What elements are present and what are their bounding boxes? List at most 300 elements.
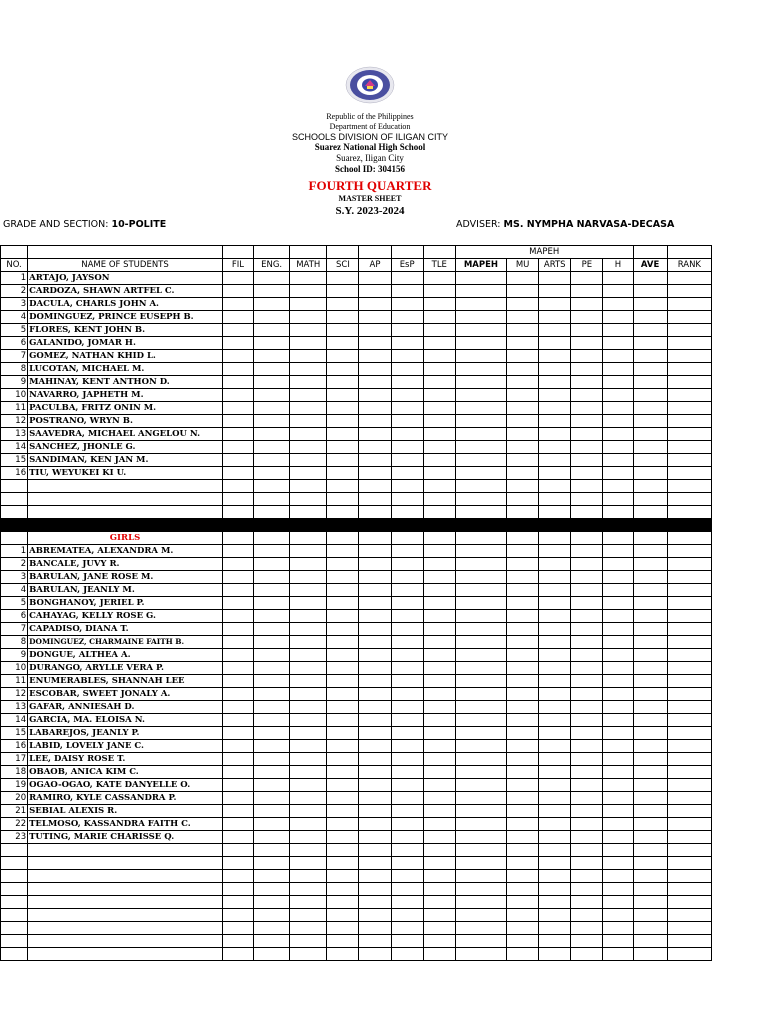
grade-cell[interactable]	[254, 506, 290, 519]
grade-cell[interactable]	[222, 532, 253, 545]
grade-cell[interactable]	[391, 545, 423, 558]
grade-cell[interactable]	[667, 740, 711, 753]
grade-cell[interactable]	[667, 558, 711, 571]
grade-cell[interactable]	[507, 818, 539, 831]
grade-cell[interactable]	[222, 428, 253, 441]
grade-cell[interactable]	[571, 532, 603, 545]
grade-cell[interactable]	[327, 935, 359, 948]
grade-cell[interactable]	[327, 467, 359, 480]
grade-cell[interactable]	[423, 935, 455, 948]
grade-cell[interactable]	[507, 792, 539, 805]
grade-cell[interactable]	[254, 909, 290, 922]
grade-cell[interactable]	[222, 948, 253, 961]
grade-cell[interactable]	[254, 870, 290, 883]
grade-cell[interactable]	[423, 818, 455, 831]
grade-cell[interactable]	[222, 558, 253, 571]
grade-cell[interactable]	[507, 948, 539, 961]
grade-cell[interactable]	[539, 948, 571, 961]
grade-cell[interactable]	[222, 740, 253, 753]
grade-cell[interactable]	[327, 701, 359, 714]
grade-cell[interactable]	[667, 337, 711, 350]
grade-cell[interactable]	[455, 740, 506, 753]
grade-cell[interactable]	[667, 922, 711, 935]
grade-cell[interactable]	[667, 818, 711, 831]
grade-cell[interactable]	[290, 480, 327, 493]
grade-cell[interactable]	[423, 571, 455, 584]
grade-cell[interactable]	[327, 610, 359, 623]
grade-cell[interactable]	[359, 402, 391, 415]
grade-cell[interactable]	[327, 818, 359, 831]
grade-cell[interactable]	[539, 558, 571, 571]
grade-cell[interactable]	[507, 649, 539, 662]
grade-cell[interactable]	[571, 324, 603, 337]
grade-cell[interactable]	[507, 844, 539, 857]
grade-cell[interactable]	[327, 389, 359, 402]
grade-cell[interactable]	[571, 740, 603, 753]
grade-cell[interactable]	[507, 584, 539, 597]
grade-cell[interactable]	[391, 376, 423, 389]
grade-cell[interactable]	[391, 662, 423, 675]
grade-cell[interactable]	[423, 415, 455, 428]
grade-cell[interactable]	[290, 870, 327, 883]
grade-cell[interactable]	[222, 675, 253, 688]
grade-cell[interactable]	[391, 857, 423, 870]
grade-cell[interactable]	[423, 675, 455, 688]
grade-cell[interactable]	[455, 350, 506, 363]
grade-cell[interactable]	[391, 467, 423, 480]
grade-cell[interactable]	[254, 376, 290, 389]
grade-cell[interactable]	[571, 909, 603, 922]
grade-cell[interactable]	[254, 545, 290, 558]
grade-cell[interactable]	[290, 792, 327, 805]
grade-cell[interactable]	[391, 480, 423, 493]
grade-cell[interactable]	[507, 857, 539, 870]
grade-cell[interactable]	[455, 610, 506, 623]
grade-cell[interactable]	[254, 623, 290, 636]
grade-cell[interactable]	[539, 870, 571, 883]
grade-cell[interactable]	[571, 831, 603, 844]
grade-cell[interactable]	[359, 948, 391, 961]
grade-cell[interactable]	[633, 597, 667, 610]
grade-cell[interactable]	[391, 324, 423, 337]
grade-cell[interactable]	[603, 779, 633, 792]
grade-cell[interactable]	[571, 363, 603, 376]
grade-cell[interactable]	[667, 324, 711, 337]
grade-cell[interactable]	[539, 701, 571, 714]
grade-cell[interactable]	[423, 584, 455, 597]
grade-cell[interactable]	[254, 844, 290, 857]
grade-cell[interactable]	[222, 311, 253, 324]
grade-cell[interactable]	[507, 714, 539, 727]
grade-cell[interactable]	[254, 675, 290, 688]
grade-cell[interactable]	[603, 441, 633, 454]
grade-cell[interactable]	[539, 636, 571, 649]
grade-cell[interactable]	[539, 493, 571, 506]
grade-cell[interactable]	[539, 337, 571, 350]
grade-cell[interactable]	[391, 688, 423, 701]
grade-cell[interactable]	[455, 506, 506, 519]
grade-cell[interactable]	[423, 636, 455, 649]
grade-cell[interactable]	[327, 402, 359, 415]
grade-cell[interactable]	[539, 285, 571, 298]
grade-cell[interactable]	[222, 792, 253, 805]
grade-cell[interactable]	[455, 649, 506, 662]
grade-cell[interactable]	[539, 805, 571, 818]
grade-cell[interactable]	[571, 883, 603, 896]
grade-cell[interactable]	[290, 571, 327, 584]
grade-cell[interactable]	[455, 714, 506, 727]
grade-cell[interactable]	[667, 662, 711, 675]
grade-cell[interactable]	[603, 844, 633, 857]
grade-cell[interactable]	[507, 402, 539, 415]
grade-cell[interactable]	[455, 402, 506, 415]
grade-cell[interactable]	[290, 389, 327, 402]
grade-cell[interactable]	[359, 753, 391, 766]
grade-cell[interactable]	[290, 818, 327, 831]
grade-cell[interactable]	[633, 558, 667, 571]
grade-cell[interactable]	[455, 701, 506, 714]
grade-cell[interactable]	[571, 285, 603, 298]
grade-cell[interactable]	[359, 714, 391, 727]
grade-cell[interactable]	[507, 740, 539, 753]
grade-cell[interactable]	[391, 597, 423, 610]
grade-cell[interactable]	[633, 714, 667, 727]
grade-cell[interactable]	[290, 766, 327, 779]
grade-cell[interactable]	[359, 363, 391, 376]
grade-cell[interactable]	[222, 831, 253, 844]
grade-cell[interactable]	[455, 883, 506, 896]
grade-cell[interactable]	[667, 298, 711, 311]
grade-cell[interactable]	[222, 597, 253, 610]
grade-cell[interactable]	[359, 701, 391, 714]
grade-cell[interactable]	[667, 415, 711, 428]
grade-cell[interactable]	[254, 389, 290, 402]
grade-cell[interactable]	[359, 870, 391, 883]
grade-cell[interactable]	[507, 337, 539, 350]
grade-cell[interactable]	[455, 493, 506, 506]
grade-cell[interactable]	[222, 844, 253, 857]
grade-cell[interactable]	[571, 454, 603, 467]
grade-cell[interactable]	[667, 649, 711, 662]
grade-cell[interactable]	[423, 480, 455, 493]
grade-cell[interactable]	[391, 428, 423, 441]
grade-cell[interactable]	[359, 493, 391, 506]
grade-cell[interactable]	[254, 428, 290, 441]
grade-cell[interactable]	[603, 909, 633, 922]
grade-cell[interactable]	[423, 948, 455, 961]
grade-cell[interactable]	[633, 727, 667, 740]
grade-cell[interactable]	[507, 909, 539, 922]
grade-cell[interactable]	[603, 311, 633, 324]
grade-cell[interactable]	[290, 909, 327, 922]
grade-cell[interactable]	[603, 610, 633, 623]
grade-cell[interactable]	[290, 298, 327, 311]
grade-cell[interactable]	[603, 688, 633, 701]
grade-cell[interactable]	[603, 324, 633, 337]
grade-cell[interactable]	[455, 376, 506, 389]
grade-cell[interactable]	[603, 597, 633, 610]
grade-cell[interactable]	[327, 285, 359, 298]
grade-cell[interactable]	[507, 272, 539, 285]
grade-cell[interactable]	[667, 636, 711, 649]
grade-cell[interactable]	[539, 792, 571, 805]
grade-cell[interactable]	[603, 298, 633, 311]
grade-cell[interactable]	[423, 389, 455, 402]
grade-cell[interactable]	[507, 428, 539, 441]
grade-cell[interactable]	[667, 363, 711, 376]
grade-cell[interactable]	[391, 870, 423, 883]
grade-cell[interactable]	[359, 662, 391, 675]
grade-cell[interactable]	[222, 870, 253, 883]
grade-cell[interactable]	[391, 740, 423, 753]
grade-cell[interactable]	[507, 870, 539, 883]
grade-cell[interactable]	[667, 701, 711, 714]
grade-cell[interactable]	[571, 935, 603, 948]
grade-cell[interactable]	[359, 337, 391, 350]
grade-cell[interactable]	[327, 948, 359, 961]
grade-cell[interactable]	[507, 779, 539, 792]
grade-cell[interactable]	[667, 376, 711, 389]
grade-cell[interactable]	[327, 415, 359, 428]
grade-cell[interactable]	[603, 376, 633, 389]
grade-cell[interactable]	[633, 584, 667, 597]
grade-cell[interactable]	[633, 857, 667, 870]
grade-cell[interactable]	[327, 597, 359, 610]
grade-cell[interactable]	[359, 545, 391, 558]
grade-cell[interactable]	[539, 857, 571, 870]
grade-cell[interactable]	[359, 909, 391, 922]
grade-cell[interactable]	[539, 350, 571, 363]
grade-cell[interactable]	[391, 337, 423, 350]
grade-cell[interactable]	[222, 506, 253, 519]
grade-cell[interactable]	[327, 532, 359, 545]
grade-cell[interactable]	[423, 337, 455, 350]
grade-cell[interactable]	[327, 883, 359, 896]
grade-cell[interactable]	[571, 467, 603, 480]
grade-cell[interactable]	[359, 571, 391, 584]
grade-cell[interactable]	[359, 883, 391, 896]
grade-cell[interactable]	[667, 454, 711, 467]
grade-cell[interactable]	[455, 584, 506, 597]
grade-cell[interactable]	[327, 441, 359, 454]
grade-cell[interactable]	[391, 753, 423, 766]
grade-cell[interactable]	[603, 649, 633, 662]
grade-cell[interactable]	[359, 844, 391, 857]
grade-cell[interactable]	[254, 818, 290, 831]
grade-cell[interactable]	[359, 805, 391, 818]
grade-cell[interactable]	[391, 922, 423, 935]
grade-cell[interactable]	[254, 597, 290, 610]
grade-cell[interactable]	[327, 493, 359, 506]
grade-cell[interactable]	[327, 298, 359, 311]
grade-cell[interactable]	[290, 727, 327, 740]
grade-cell[interactable]	[391, 311, 423, 324]
grade-cell[interactable]	[290, 454, 327, 467]
grade-cell[interactable]	[539, 818, 571, 831]
grade-cell[interactable]	[455, 818, 506, 831]
grade-cell[interactable]	[254, 571, 290, 584]
grade-cell[interactable]	[391, 506, 423, 519]
grade-cell[interactable]	[222, 688, 253, 701]
grade-cell[interactable]	[391, 389, 423, 402]
grade-cell[interactable]	[455, 727, 506, 740]
grade-cell[interactable]	[254, 558, 290, 571]
grade-cell[interactable]	[359, 467, 391, 480]
grade-cell[interactable]	[327, 844, 359, 857]
grade-cell[interactable]	[667, 493, 711, 506]
grade-cell[interactable]	[507, 610, 539, 623]
grade-cell[interactable]	[222, 454, 253, 467]
grade-cell[interactable]	[455, 285, 506, 298]
grade-cell[interactable]	[571, 792, 603, 805]
grade-cell[interactable]	[391, 454, 423, 467]
grade-cell[interactable]	[539, 506, 571, 519]
grade-cell[interactable]	[290, 467, 327, 480]
grade-cell[interactable]	[423, 727, 455, 740]
grade-cell[interactable]	[455, 922, 506, 935]
grade-cell[interactable]	[423, 558, 455, 571]
grade-cell[interactable]	[455, 415, 506, 428]
grade-cell[interactable]	[507, 688, 539, 701]
grade-cell[interactable]	[603, 493, 633, 506]
grade-cell[interactable]	[633, 662, 667, 675]
grade-cell[interactable]	[507, 493, 539, 506]
grade-cell[interactable]	[539, 779, 571, 792]
grade-cell[interactable]	[391, 727, 423, 740]
grade-cell[interactable]	[633, 311, 667, 324]
grade-cell[interactable]	[327, 870, 359, 883]
grade-cell[interactable]	[633, 545, 667, 558]
grade-cell[interactable]	[423, 454, 455, 467]
grade-cell[interactable]	[539, 896, 571, 909]
grade-cell[interactable]	[633, 467, 667, 480]
grade-cell[interactable]	[507, 753, 539, 766]
grade-cell[interactable]	[254, 753, 290, 766]
grade-cell[interactable]	[254, 415, 290, 428]
grade-cell[interactable]	[391, 844, 423, 857]
grade-cell[interactable]	[222, 909, 253, 922]
grade-cell[interactable]	[423, 649, 455, 662]
grade-cell[interactable]	[633, 402, 667, 415]
grade-cell[interactable]	[254, 662, 290, 675]
grade-cell[interactable]	[254, 779, 290, 792]
grade-cell[interactable]	[633, 389, 667, 402]
grade-cell[interactable]	[455, 597, 506, 610]
grade-cell[interactable]	[603, 584, 633, 597]
grade-cell[interactable]	[455, 545, 506, 558]
grade-cell[interactable]	[603, 883, 633, 896]
grade-cell[interactable]	[507, 883, 539, 896]
grade-cell[interactable]	[359, 415, 391, 428]
grade-cell[interactable]	[571, 480, 603, 493]
grade-cell[interactable]	[603, 272, 633, 285]
grade-cell[interactable]	[539, 727, 571, 740]
grade-cell[interactable]	[359, 272, 391, 285]
grade-cell[interactable]	[327, 753, 359, 766]
grade-cell[interactable]	[391, 818, 423, 831]
grade-cell[interactable]	[633, 363, 667, 376]
grade-cell[interactable]	[455, 844, 506, 857]
grade-cell[interactable]	[539, 389, 571, 402]
grade-cell[interactable]	[359, 350, 391, 363]
grade-cell[interactable]	[667, 766, 711, 779]
grade-cell[interactable]	[603, 389, 633, 402]
grade-cell[interactable]	[455, 948, 506, 961]
grade-cell[interactable]	[667, 584, 711, 597]
grade-cell[interactable]	[359, 818, 391, 831]
grade-cell[interactable]	[603, 714, 633, 727]
grade-cell[interactable]	[633, 896, 667, 909]
grade-cell[interactable]	[455, 441, 506, 454]
grade-cell[interactable]	[539, 532, 571, 545]
grade-cell[interactable]	[667, 805, 711, 818]
grade-cell[interactable]	[254, 649, 290, 662]
grade-cell[interactable]	[290, 285, 327, 298]
grade-cell[interactable]	[254, 298, 290, 311]
grade-cell[interactable]	[507, 766, 539, 779]
grade-cell[interactable]	[603, 285, 633, 298]
grade-cell[interactable]	[359, 428, 391, 441]
grade-cell[interactable]	[571, 688, 603, 701]
grade-cell[interactable]	[603, 935, 633, 948]
grade-cell[interactable]	[222, 701, 253, 714]
grade-cell[interactable]	[507, 805, 539, 818]
grade-cell[interactable]	[327, 623, 359, 636]
grade-cell[interactable]	[423, 363, 455, 376]
grade-cell[interactable]	[539, 831, 571, 844]
grade-cell[interactable]	[507, 896, 539, 909]
grade-cell[interactable]	[423, 376, 455, 389]
grade-cell[interactable]	[254, 714, 290, 727]
grade-cell[interactable]	[539, 844, 571, 857]
grade-cell[interactable]	[507, 415, 539, 428]
grade-cell[interactable]	[254, 740, 290, 753]
grade-cell[interactable]	[254, 493, 290, 506]
grade-cell[interactable]	[455, 363, 506, 376]
grade-cell[interactable]	[327, 506, 359, 519]
grade-cell[interactable]	[455, 298, 506, 311]
grade-cell[interactable]	[667, 441, 711, 454]
grade-cell[interactable]	[391, 701, 423, 714]
grade-cell[interactable]	[507, 363, 539, 376]
grade-cell[interactable]	[667, 480, 711, 493]
grade-cell[interactable]	[633, 792, 667, 805]
grade-cell[interactable]	[391, 363, 423, 376]
grade-cell[interactable]	[455, 688, 506, 701]
grade-cell[interactable]	[423, 844, 455, 857]
grade-cell[interactable]	[603, 792, 633, 805]
grade-cell[interactable]	[455, 571, 506, 584]
grade-cell[interactable]	[571, 714, 603, 727]
grade-cell[interactable]	[507, 298, 539, 311]
grade-cell[interactable]	[603, 818, 633, 831]
grade-cell[interactable]	[290, 428, 327, 441]
grade-cell[interactable]	[222, 480, 253, 493]
grade-cell[interactable]	[290, 883, 327, 896]
grade-cell[interactable]	[391, 649, 423, 662]
grade-cell[interactable]	[667, 792, 711, 805]
grade-cell[interactable]	[359, 441, 391, 454]
grade-cell[interactable]	[327, 428, 359, 441]
grade-cell[interactable]	[603, 831, 633, 844]
grade-cell[interactable]	[222, 610, 253, 623]
grade-cell[interactable]	[327, 857, 359, 870]
grade-cell[interactable]	[539, 909, 571, 922]
grade-cell[interactable]	[603, 662, 633, 675]
grade-cell[interactable]	[359, 636, 391, 649]
grade-cell[interactable]	[254, 896, 290, 909]
grade-cell[interactable]	[290, 922, 327, 935]
